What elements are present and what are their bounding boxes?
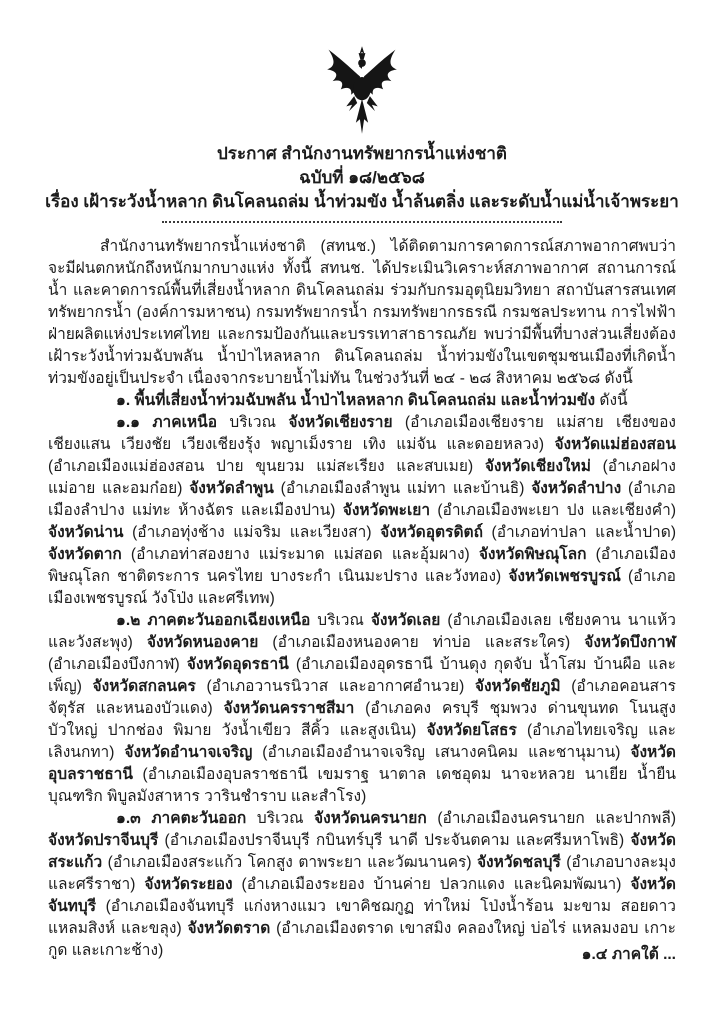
agency-title: ประกาศ สำนักงานทรัพยากรน้ำแห่งชาติ	[217, 144, 507, 163]
section-1-3-paragraph: ๑.๓ ภาคตะวันออก บริเวณ จังหวัดนครนายก (อำเภอเมืองนครนายก และปากพลี) จังหวัดปราจีนบุรี (อำเภอเมืองปราจีนบุรี กบินทร์บุรี นาดี ประจันตคาม และศรีมหาโพธิ) จังหวัดสระแก้ว (อำเภอเมืองสระแก้ว โคกสูง ตาพระยา และวัฒนานคร) จังหวัดชลบุรี (อำเภอบางละมุง และศรีราชา) จังหวัดระยอง (อำเภอเมืองระยอง บ้านค่าย ปลวกแดง และนิคมพัฒนา) จังหวัดจันทบุรี (อำเภอเมืองจันทบุรี แก่งหางแมว เขาคิชฌกูฏ ท่าใหม่ โป่งน้ำร้อน มะขาม สอยดาว แหลมสิงห์ และขลุง) จังหวัดตราด (อำเภอเมืองตราด เขาสมิง คลองใหญ่ บ่อไร่ แหลมงอบ เกาะกูด และเกาะช้าง)	[48, 810, 676, 959]
issue-number: ฉบับที่ ๑๘/๒๕๖๘	[299, 168, 425, 187]
garuda-icon	[321, 44, 403, 136]
subject-line: เรื่อง เฝ้าระวังน้ำหลาก ดินโคลนถล่ม น้ำท่วมขัง น้ำล้นตลิ่ง และระดับน้ำแม่น้ำเจ้าพระยา	[45, 192, 679, 211]
garuda-emblem	[0, 0, 724, 136]
section-1-1-paragraph: ๑.๑ ภาคเหนือ บริเวณ จังหวัดเชียงราย (อำเภอเมืองเชียงราย แม่สาย เชียงของ เชียงแสน เวียงชัย เวียงเชียงรุ้ง พญาเม็งราย เทิง แม่จัน และดอยหลวง) จังหวัดแม่ฮ่องสอน (อำเภอเมืองแม่ฮ่องสอน ปาย ขุนยวม แม่สะเรียง และสบเมย) จังหวัดเชียงใหม่ (อำเภอฝาง แม่อาย และอมก๋อย) จังหวัดลำพูน (อำเภอเมืองลำพูน แม่ทา และบ้านธิ) จังหวัดลำปาง (อำเภอเมืองลำปาง แม่ทะ ห้างฉัตร และเมืองปาน) จังหวัดพะเยา (อำเภอเมืองพะเยา ปง และเชียงคำ) จังหวัดน่าน (อำเภอทุ่งช้าง แม่จริม และเวียงสา) จังหวัดอุตรดิตถ์ (อำเภอท่าปลา และน้ำปาด) จังหวัดตาก (อำเภอท่าสองยาง แม่ระมาด แม่สอด และอุ้มผาง) จังหวัดพิษณุโลก (อำเภอเมืองพิษณุโลก ชาติตระการ นครไทย บางระกำ เนินมะปราง และวังทอง) จังหวัดเพชรบูรณ์ (อำเภอเมืองเพชรบูรณ์ วังโป่ง และศรีเทพ)	[48, 414, 677, 607]
section-1-heading: ๑. พื้นที่เสี่ยงน้ำท่วมฉับพลัน น้ำป่าไหลหลาก ดินโคลนถล่ม และน้ำท่วมขัง ดังนี้	[116, 392, 628, 409]
document-header	[0, 142, 724, 223]
document-body	[0, 236, 724, 962]
section-1-2-paragraph: ๑.๒ ภาคตะวันออกเฉียงเหนือ บริเวณ จังหวัดเลย (อำเภอเมืองเลย เชียงคาน นาแห้ว และวังสะพุง) จังหวัดหนองคาย (อำเภอเมืองหนองคาย ท่าบ่อ และสระใคร) จังหวัดบึงกาฬ (อำเภอเมืองบึงกาฬ) จังหวัดอุดรธานี (อำเภอเมืองอุดรธานี บ้านดุง กุดจับ น้ำโสม บ้านผือ และเพ็ญ) จังหวัดสกลนคร (อำเภอวานรนิวาส และอากาศอำนวย) จังหวัดชัยภูมิ (อำเภอคอนสาร จัตุรัส และหนองบัวแดง) จังหวัดนครราชสีมา (อำเภอคง ครบุรี ชุมพวง ด่านขุนทด โนนสูง บัวใหญ่ ปากช่อง พิมาย วังน้ำเขียว สีคิ้ว และสูงเนิน) จังหวัดยโสธร (อำเภอไทยเจริญ และเลิงนกทา) จังหวัดอำนาจเจริญ (อำเภอเมืองอำนาจเจริญ เสนางคนิคม และชานุมาน) จังหวัดอุบลราชธานี (อำเภอเมืองอุบลราชธานี เขมราฐ นาตาล เดชอุดม นาจะหลวย นาเยีย น้ำยืน บุณฑริก พิบูลมังสาหาร วารินชำราบ และสำโรง)	[48, 612, 677, 805]
intro-paragraph: สำนักงานทรัพยากรน้ำแห่งชาติ (สทนช.) ได้ติดตามการคาดการณ์สภาพอากาศพบว่า จะมีฝนตกหนักถึงหนักมากบางแห่ง ทั้งนี้ สทนช. ได้ประเมินวิเคราะห์สภาพอากาศ สถานการณ์น้ำ และคาดการณ์พื้นที่เสี่ยงน้ำหลาก ดินโคลนถล่ม ร่วมกับกรมอุตุนิยมวิทยา สถาบันสารสนเทศทรัพยากรน้ำ (องค์การมหาชน) กรมทรัพยากรน้ำ กรมทรัพยากรธรณี กรมชลประทาน การไฟฟ้าฝ่ายผลิตแห่งประเทศไทย และกรมป้องกันและบรรเทาสาธารณภัย พบว่ามีพื้นที่บางส่วนเสี่ยงต้องเฝ้าระวังน้ำท่วมฉับพลัน น้ำป่าไหลหลาก ดินโคลนถล่ม น้ำท่วมขังในเขตชุมชนเมืองที่เกิดน้ำท่วมขังอยู่เป็นประจำ เนื่องจากระบายน้ำไม่ทัน ในช่วงวันที่ ๒๔ - ๒๘ สิงหาคม ๒๕๖๘ ดังนี้	[48, 238, 676, 387]
dotted-divider	[162, 221, 562, 223]
continuation-note: ๑.๔ ภาคใต้ ...	[581, 946, 676, 963]
